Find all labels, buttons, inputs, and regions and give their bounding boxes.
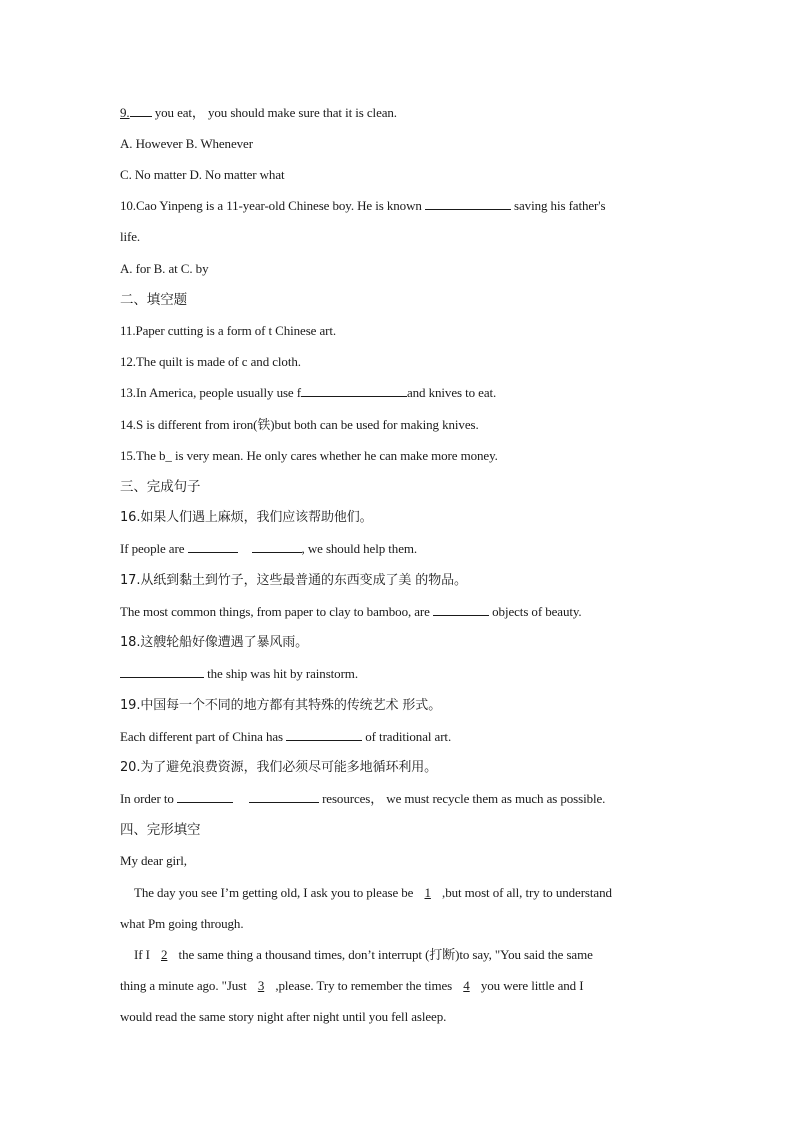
passage-line: would read the same story night after night until you fell asleep. [120,1009,447,1024]
answer-blank [188,540,238,553]
letter-greeting: My dear girl, [120,853,187,868]
passage-text: thing a minute ago. "Just [120,978,250,993]
question-16-english [120,540,417,558]
passage-text: The day you see I’m getting old, I ask you to please be [134,885,417,900]
question-9-options-ab: A. However B. Whenever [120,136,253,151]
question-17-english [120,603,582,621]
answer-blank [425,197,511,210]
cloze-blank-4: 4 [463,978,470,993]
question-16-text-end: , we should help them. [301,541,418,556]
question-18-english [120,665,358,683]
passage-text: ,please. Try to remember the times [272,978,456,993]
question-20-text-end: resources， we must recycle them as much as possible. [318,791,606,806]
question-13 [120,384,496,402]
answer-blank [301,384,407,397]
question-19-text-end: of traditional art. [362,729,452,744]
passage-line: what Pm going through. [120,916,244,931]
section-4-title: 四、完形填空 [120,822,201,838]
question-17-chinese: 17.从纸到黏土到竹子，这些最普通的东西变成了美 的物品。 [120,573,467,588]
question-16-text-start: If people are [120,541,188,556]
question-10-continuation: life. [120,229,141,244]
cloze-blank-1: 1 [424,885,431,900]
question-10-options: A. for B. at C. by [120,261,209,276]
question-11: 11.Paper cutting is a form of t Chinese art. [120,323,337,338]
question-20-english [120,790,605,808]
passage-line [120,977,583,995]
question-17-text-start: The most common things, from paper to clay to bamboo, are [120,604,433,619]
answer-blank [120,665,204,678]
answer-blank [286,728,362,741]
question-14: 14.S is different from iron(铁)but both can be used for making knives. [120,417,479,432]
passage-text: the same thing a thousand times, don’t interrupt (打断)to say, "You said the same [175,947,593,962]
question-13-text-end: and knives to eat. [406,385,497,400]
question-17-text-end: objects of beauty. [489,604,582,619]
question-9-number: 9. [120,105,130,120]
question-15: 15.The b_ is very mean. He only cares whether he can make more money. [120,448,498,463]
question-18-text-end: the ship was hit by rainstorm. [204,666,358,681]
question-20-chinese: 20.为了避免浪费资源，我们必须尽可能多地循环利用。 [120,760,438,775]
question-20-text-start: In order to [120,791,177,806]
passage-line [134,884,612,902]
question-9-options-cd: C. No matter D. No matter what [120,167,285,182]
question-18-chinese: 18.这艘轮船好像遭遇了暴风雨。 [120,635,309,650]
cloze-blank-2: 2 [161,947,168,962]
passage-text: If I [134,947,153,962]
question-16-chinese: 16.如果人们遇上麻烦，我们应该帮助他们。 [120,510,373,525]
cloze-blank-3: 3 [257,978,265,993]
passage-text: ,but most of all, try to understand [438,885,612,900]
question-19-text-start: Each different part of China has [120,729,287,744]
passage-text: you were little and I [477,978,584,993]
question-10 [120,197,605,215]
answer-blank [249,790,319,803]
question-13-text-start: 13.In America, people usually use f [120,385,301,400]
answer-blank [177,790,233,803]
question-9 [120,104,397,122]
question-19-chinese: 19.中国每一个不同的地方都有其特殊的传统艺术 形式。 [120,698,442,713]
question-10-text-start: 10.Cao Yinpeng is a 11-year-old Chinese boy. He is known [120,198,425,213]
answer-blank [252,540,302,553]
section-2-title: 二、填空题 [120,292,187,308]
passage-line [134,946,593,964]
section-3-title: 三、完成句子 [120,479,201,495]
question-12: 12.The quilt is made of c and cloth. [120,354,301,369]
answer-blank [433,603,489,616]
question-19-english [120,728,451,746]
question-10-text-end: saving his father's [510,198,606,213]
answer-blank [130,104,152,117]
question-9-text: you eat， you should make sure that it is clean. [151,105,397,120]
